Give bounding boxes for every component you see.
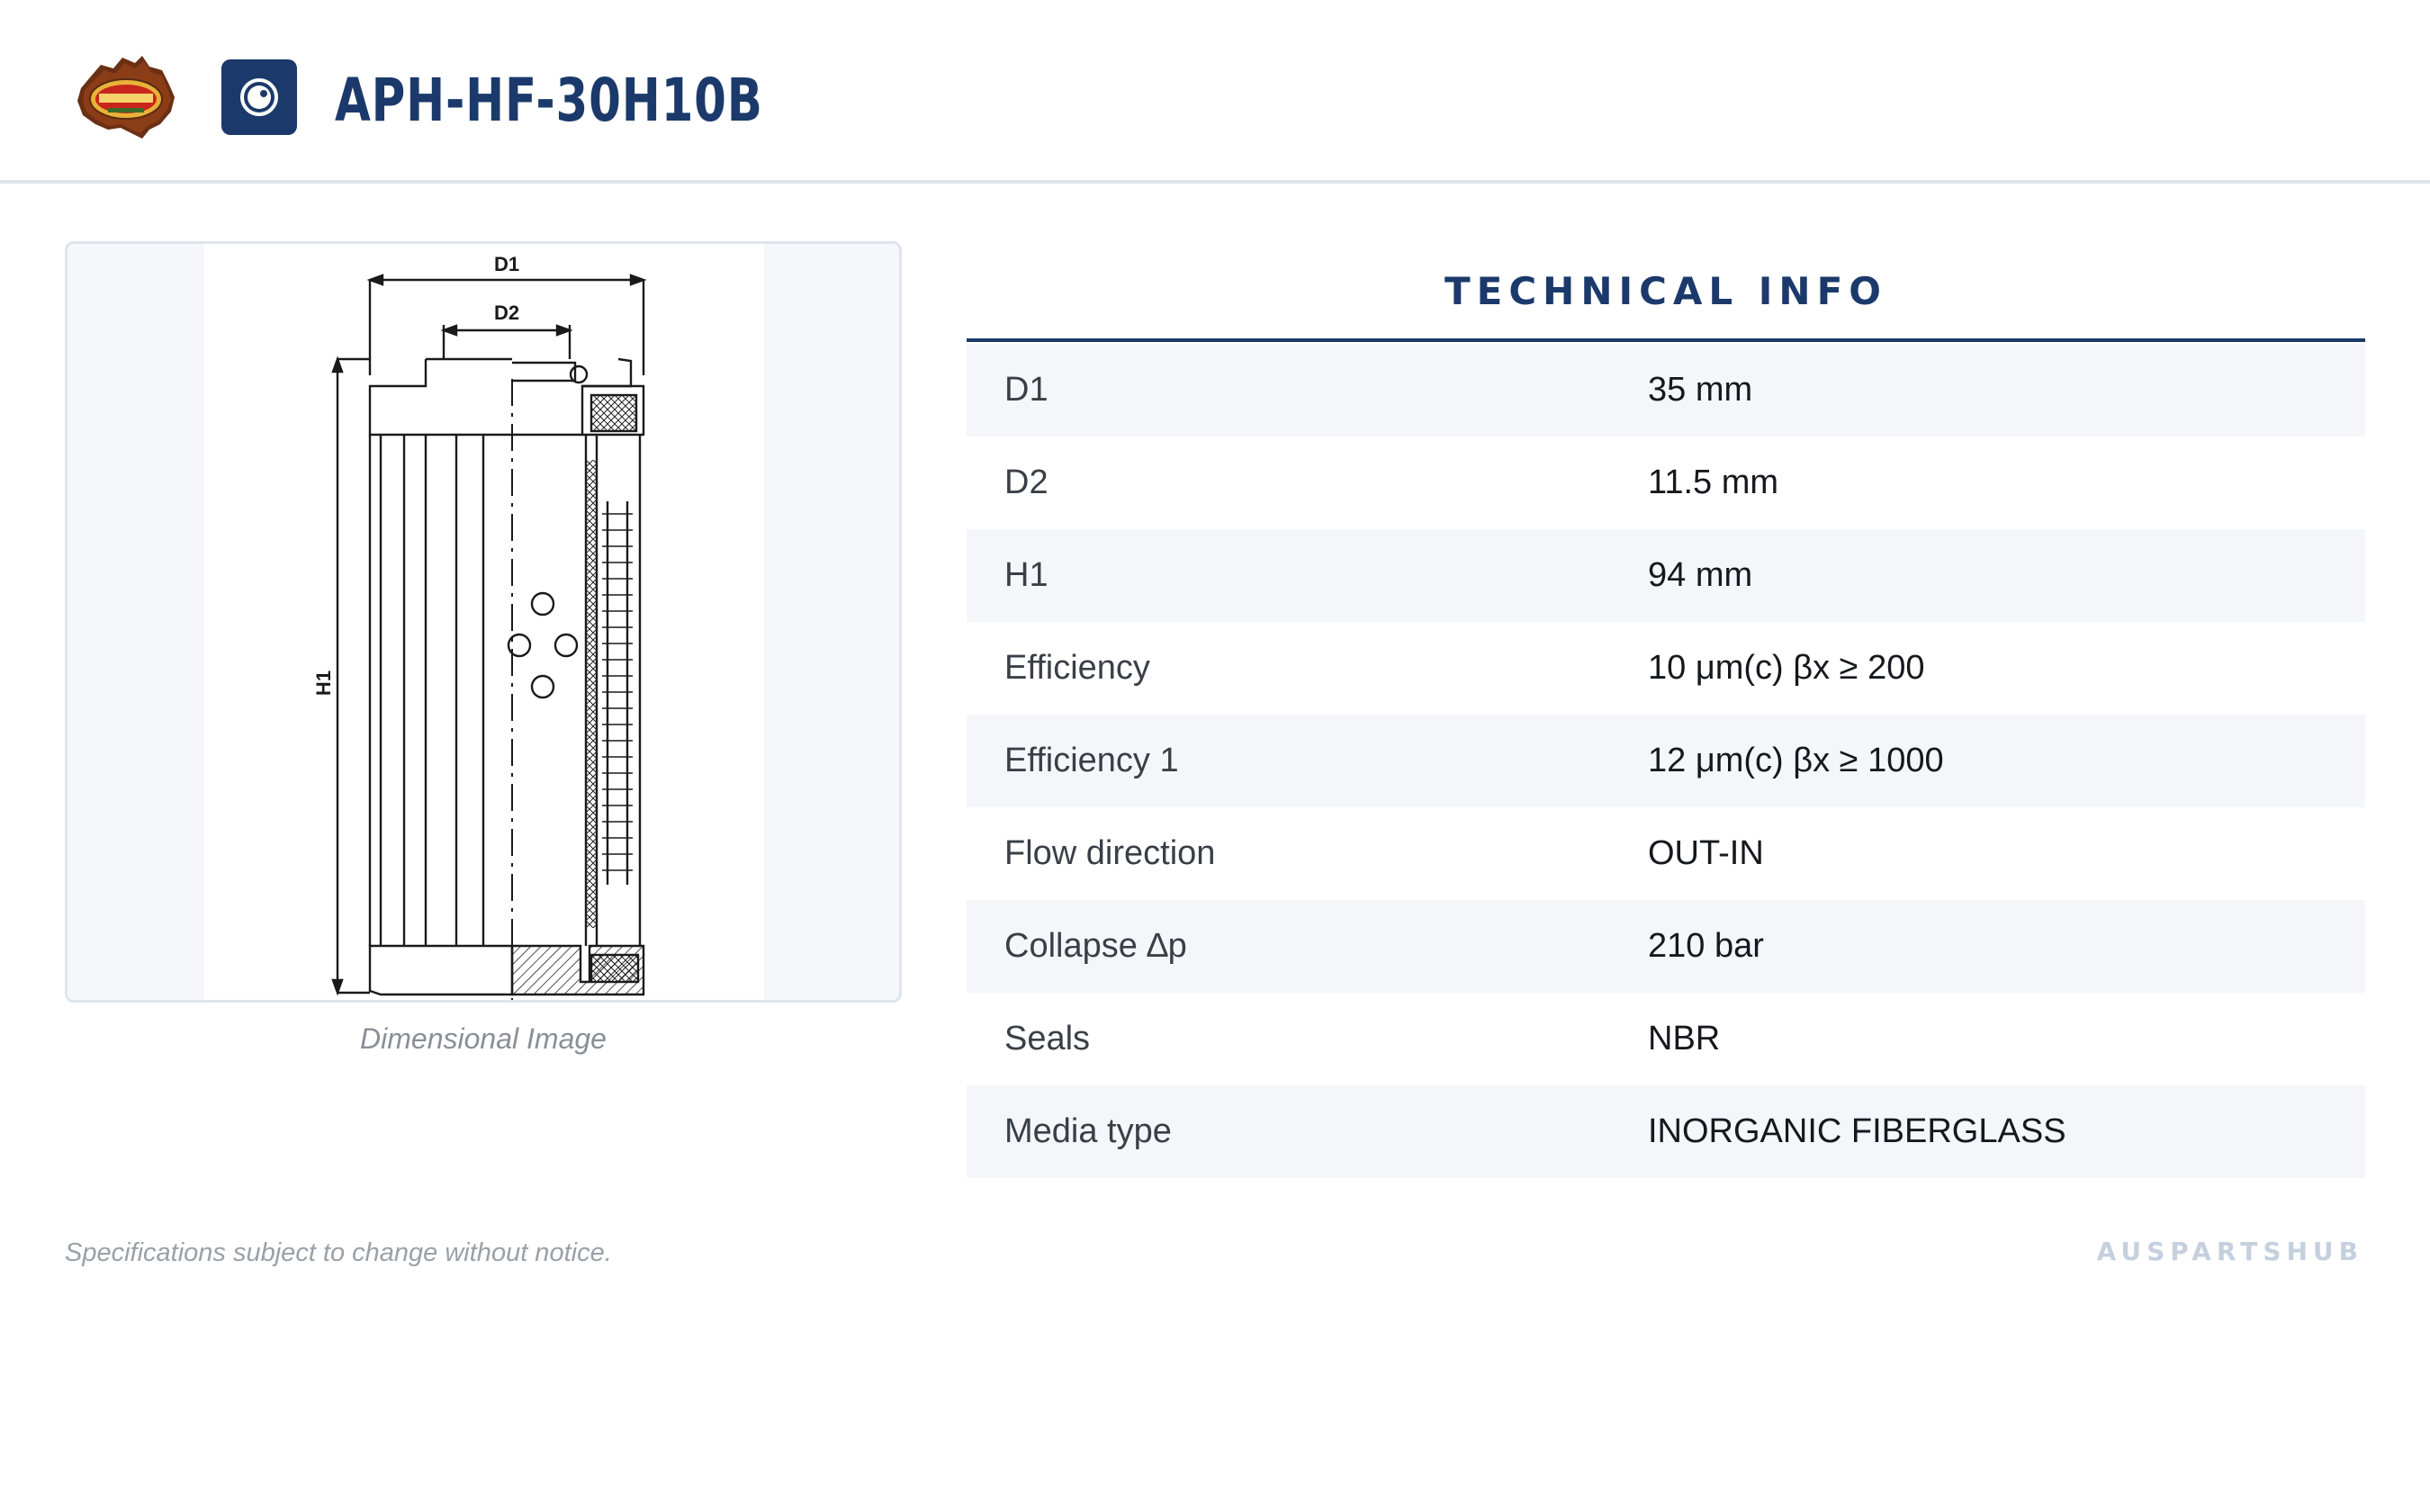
spec-row-seals [967,993,2365,1085]
spec-value: 10 μm(c) βx ≥ 200 [1648,649,1925,687]
spec-label: Media type [1004,1112,1172,1150]
spec-value: NBR [1648,1020,1721,1058]
image-caption: Dimensional Image [360,1022,607,1055]
h1-label: H1 [312,670,335,697]
part-number-title: APH-HF-30H10B [335,66,763,135]
filter-element-icon [221,59,297,135]
spec-label: Efficiency 1 [1004,742,1179,779]
header [0,0,2430,184]
spec-label: Collapse ∆p [1004,927,1187,965]
spec-label: Seals [1004,1020,1091,1058]
spec-row-h1 [967,529,2365,622]
spec-value: 210 bar [1648,927,1764,965]
title-divider [967,338,2365,342]
spec-row-flow-direction [967,807,2365,900]
spec-label: H1 [1004,556,1048,594]
spec-value: 35 mm [1648,371,1753,409]
spec-value: 12 μm(c) βx ≥ 1000 [1648,742,1944,779]
spec-row-d1 [967,344,2365,436]
dimensional-image-card [65,241,902,1003]
spec-value: 94 mm [1648,556,1753,594]
spec-label: Efficiency [1004,649,1150,687]
spec-label: Flow direction [1004,834,1216,872]
spec-row-efficiency [967,622,2365,715]
disclaimer-note: Specifications subject to change without notice. [65,1238,612,1267]
spec-label: D1 [1004,371,1048,409]
technical-info-title: TECHNICAL INFO [1444,269,1887,313]
brand-wordmark: AUSPARTSHUB [2096,1237,2363,1266]
spec-value: 11.5 mm [1648,464,1779,501]
spec-label: D2 [1004,464,1048,501]
d2-label: D2 [493,302,520,324]
spec-value: OUT-IN [1648,834,1764,872]
spec-row-d2 [967,436,2365,529]
spec-row-collapse [967,900,2365,993]
spec-table [967,344,2365,1178]
dimensional-drawing [204,244,764,1002]
d1-label: D1 [493,253,520,275]
spec-row-media-type [967,1085,2365,1178]
spec-row-efficiency-1 [967,715,2365,807]
aus-parts-hub-logo-icon [72,52,178,140]
spec-value: INORGANIC FIBERGLASS [1648,1112,2066,1150]
